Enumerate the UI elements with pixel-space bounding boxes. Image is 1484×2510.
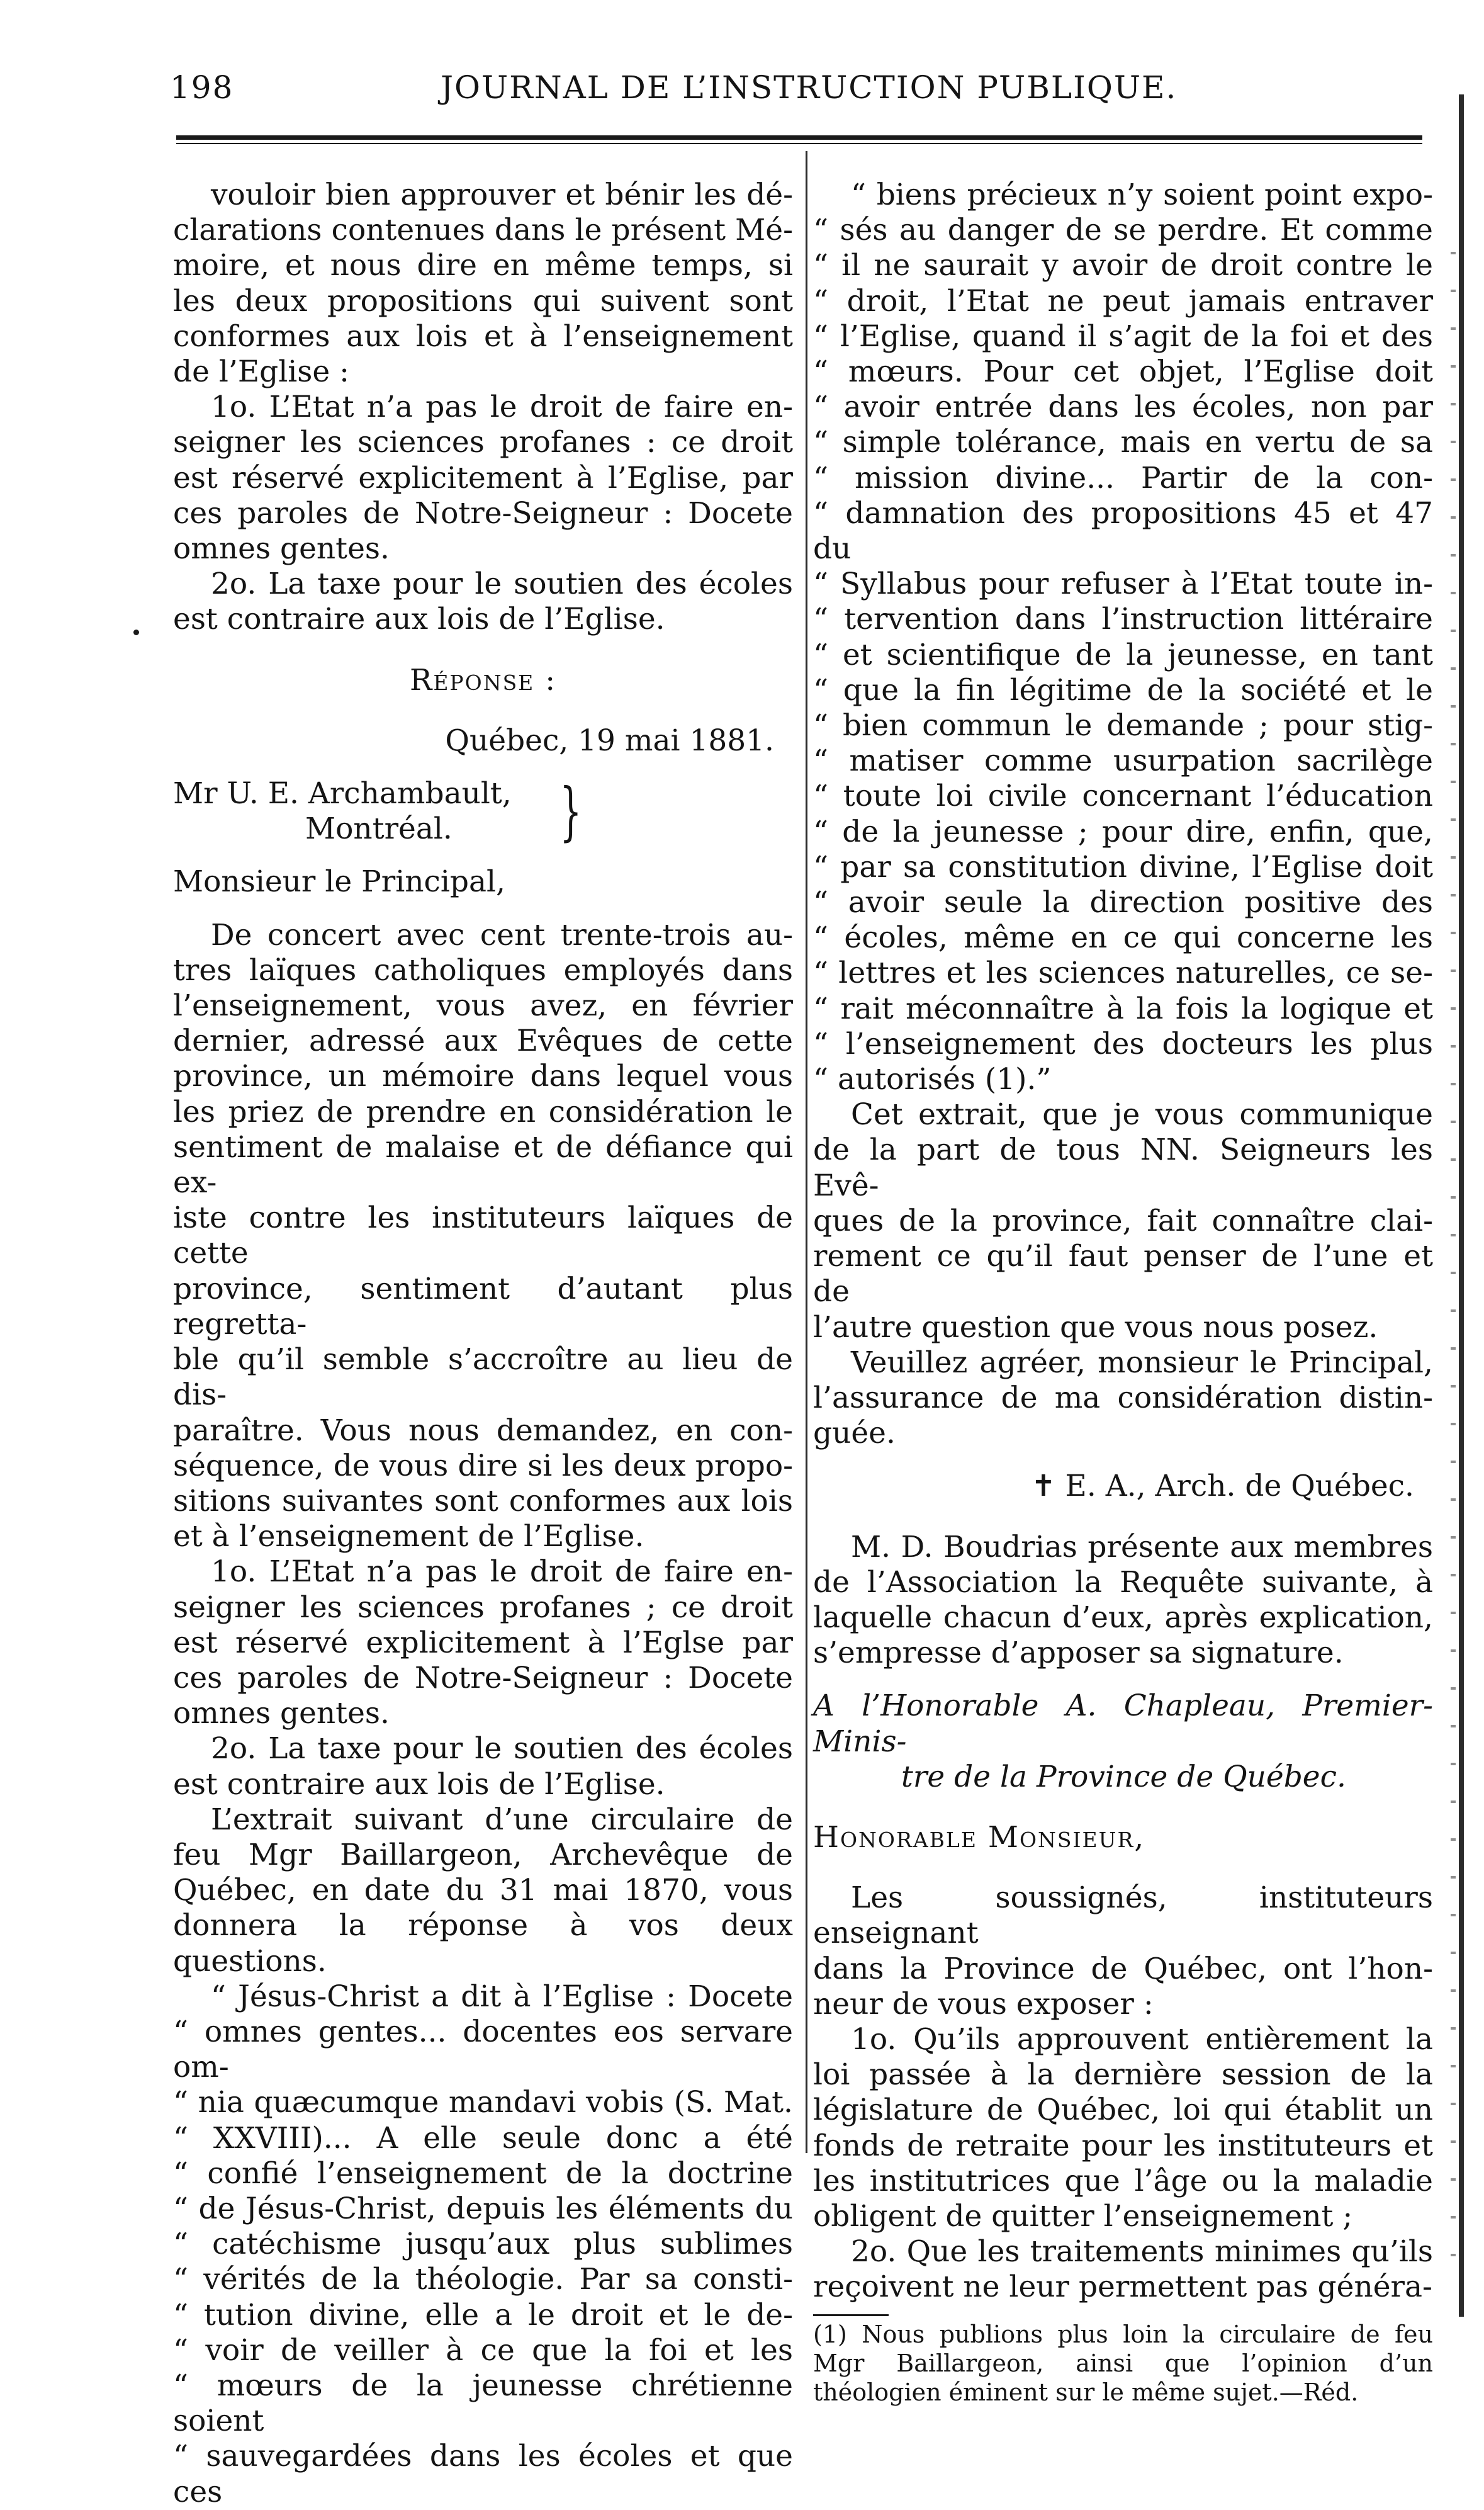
proposition-2 [173,567,793,637]
text-line: 2o. La taxe pour le soutien des écoles [211,567,793,602]
text-line: “ que la fin légitime de la société et le [813,672,1433,708]
text-line: “ sauvegardées dans les écoles et que ces [173,2439,793,2509]
text-line: “ omnes gentes... docentes eos servare om- [173,2014,793,2085]
text-line: “ écoles, même en ce qui concerne les [813,920,1433,956]
text-line: séquence, de vous dire si les deux propo- [173,1448,793,1483]
text-line: laquelle chacun d’eux, après explication, [813,1600,1433,1635]
page-edge-marks [1451,252,1456,2266]
ink-speck [133,630,139,635]
text-line: vouloir bien approuver et bénir les dé- [211,178,793,212]
text-line: “ nia quæcumque mandavi vobis (S. Mat. [173,2085,793,2120]
text-line: de la part de tous NN. Seigneurs les Evê- [813,1133,1433,1203]
text-line: l’assurance de ma considération distin- [813,1380,1433,1415]
text-line: seigner les sciences profanes ; ce droit [173,1590,793,1625]
right-column [813,178,1433,2407]
proposition-2-repeat [173,1731,793,1802]
text-line: dans la Province de Québec, ont l’hon- [813,1951,1433,1986]
text-line: les institutrices que l’âge ou la maladie [813,2163,1433,2198]
addressee-line-1: A l’Honorable A. Chapleau, Premier-Minis- [813,1688,1433,1759]
text-line: l’enseignement, vous avez, en février [173,988,793,1024]
text-line: De concert avec cent trente-trois au- [211,917,793,953]
text-line: “ lettres et les sciences naturelles, ce se- [813,956,1433,991]
text-line: omnes gentes. [173,531,390,567]
paragraph-concert [173,918,793,1555]
text-line: les deux propositions qui suivent sont [173,283,793,319]
text-line: iste contre les instituteurs laïques de cette [173,1201,793,1271]
text-line: “ matiser comme usurpation sacrilège [813,743,1433,779]
text-line: “ l’Eglise, quand il s’agit de la foi et des [813,319,1433,354]
request-item-2 [813,2234,1433,2305]
text-line: est contraire aux lois de l’Eglise. [173,1767,665,1802]
left-column [173,178,793,2510]
letter-address [173,776,793,847]
text-line: “ mission divine... Partir de la con- [813,460,1433,495]
proposition-1 [173,390,793,567]
text-line: 2o. La taxe pour le soutien des écoles [211,1731,793,1767]
addressee [813,1688,1433,1795]
footnote-rule [813,2314,889,2316]
text-line: reçoivent ne leur permettent pas généra- [813,2270,1432,2305]
letter-date: Québec, 19 mai 1881. [445,723,774,758]
text-line: “ avoir seule la direction positive des [813,885,1433,920]
text-line: “ confié l’enseignement de la doctrine [173,2156,793,2191]
signature: ✝ E. A., Arch. de Québec. [1031,1469,1414,1504]
running-title: JOURNAL DE L’INSTRUCTION PUBLIQUE. [441,69,1178,106]
text-line: “ tution divine, elle a le droit et le de- [173,2297,793,2332]
text-line: donnera la réponse à vos deux questions. [173,1908,793,1979]
header-rule-thin [176,143,1422,144]
addressee-line-2: tre de la Province de Québec. [901,1759,1346,1794]
text-line: conformes aux lois et à l’enseignement [173,319,793,354]
text-line: est réservé explicitement à l’Eglse par [173,1625,793,1660]
text-line: “ mœurs de la jeunesse chrétienne soient [173,2368,793,2439]
text-line: “ damnation des propositions 45 et 47 du [813,495,1433,567]
text-line: 1o. L’Etat n’a pas le droit de faire en- [211,390,793,425]
text-line: neur de vous exposer : [813,1986,1154,2021]
paragraph-boudrias [813,1530,1433,1671]
text-line: Veuillez agréer, monsieur le Principal, [851,1345,1433,1380]
text-line: “ par sa constitution divine, l’Eglise doit [813,849,1433,885]
text-line: 2o. Que les traitements minimes qu’ils [851,2234,1433,2270]
text-line: 1o. L’Etat n’a pas le droit de faire en- [211,1554,793,1590]
text-line: omnes gentes. [173,1696,390,1731]
text-line: province, un mémoire dans lequel vous [173,1059,793,1094]
text-line: “ l’enseignement des docteurs les plus [813,1026,1433,1061]
text-line: “ vérités de la théologie. Par sa consti- [173,2262,793,2297]
honorable-heading: Honorable Monsieur, [813,1819,1145,1855]
text-line: Les soussignés, instituteurs enseignant [813,1880,1433,1951]
text-line: rement ce qu’il faut penser de l’une et de [813,1239,1433,1309]
paragraph-cet-extrait [813,1097,1433,1345]
text-line: loi passée à la dernière session de la [813,2057,1433,2093]
text-line: M. D. Boudrias présente aux membres [851,1529,1433,1564]
text-line: législature de Québec, loi qui établit un [813,2093,1433,2128]
text-line: “ Syllabus pour refuser à l’Etat toute in- [813,567,1433,602]
text-line: “ de la jeunesse ; pour dire, enfin, que, [813,814,1433,849]
text-line: de l’Association la Requête suivante, à [813,1564,1433,1600]
salutation: Monsieur le Principal, [173,864,505,900]
address-line-1: Mr U. E. Archambault, [173,776,512,811]
text-line: seigner les sciences profanes : ce droit [173,425,793,460]
text-line: Québec, en date du 31 mai 1870, vous [173,1873,793,1908]
text-line: “ rait méconnaître à la fois la logique et [813,991,1433,1026]
address-brace: } [559,774,582,849]
text-line: les priez de prendre en considération le [173,1094,793,1129]
text-line: de l’Eglise : [173,354,349,390]
text-line: est réservé explicitement à l’Eglise, par [173,460,793,495]
text-line: feu Mgr Baillargeon, Archevêque de [173,1837,793,1872]
quotation-continued [813,178,1433,1097]
text-line: “ bien commun le demande ; pour stig- [813,708,1433,743]
text-line: “ tervention dans l’instruction littéraire [813,602,1433,637]
text-line: “ il ne saurait y avoir de droit contre le [813,248,1433,283]
text-line: dernier, adressé aux Evêques de cette [173,1024,793,1059]
text-line: clarations contenues dans le présent Mé- [173,213,793,248]
text-line: “ toute loi civile concernant l’éducation [813,779,1433,814]
footnote: (1) Nous publions plus loin la circulaire de feu Mgr Baillargeon, ainsi que l’opinion d’un théologien éminent sur le même sujet.—Réd. [813,2320,1433,2406]
text-line: Cet extrait, que je vous communique [851,1097,1433,1133]
text-line: moire, et nous dire en même temps, si [173,248,793,283]
header-rule [176,135,1422,140]
paragraph-soussignes [813,1880,1433,2022]
text-line: ces paroles de Notre-Seigneur : Docete [173,1660,793,1695]
text-line: tres laïques catholiques employés dans [173,953,793,988]
text-line: et à l’enseignement de l’Eglise. [173,1519,644,1554]
text-line: fonds de retraite pour les instituteurs et [813,2128,1433,2163]
text-line: s’empresse d’apposer sa signature. [813,1636,1344,1671]
request-item-1 [813,2022,1433,2234]
text-line: ques de la province, fait connaître clai- [813,1203,1433,1238]
text-line: “ avoir entrée dans les écoles, non par [813,390,1433,425]
text-line: “ mœurs. Pour cet objet, l’Eglise doit [813,354,1433,390]
text-line: sentiment de malaise et de défiance qui ex- [173,1129,793,1201]
text-line: ces paroles de Notre-Seigneur : Docete [173,495,793,531]
text-line: sitions suivantes sont conformes aux lois [173,1483,793,1518]
text-line: “ droit, l’Etat ne peut jamais entraver [813,283,1433,319]
text-line: l’autre question que vous nous posez. [813,1309,1378,1345]
text-line: “ biens précieux n’y soient point expo- [851,178,1433,212]
paragraph-veuillez [813,1345,1433,1452]
reponse-heading: Réponse : [409,662,557,698]
text-line: “ de Jésus-Christ, depuis les éléments du [173,2191,793,2226]
page-number: 198 [170,69,234,106]
paragraph-intro [173,178,793,390]
text-line: 1o. Qu’ils approuvent entièrement la [851,2021,1433,2057]
proposition-1-repeat [173,1554,793,1731]
text-line: “ XXVIII)... A elle seule donc a été [173,2120,793,2156]
text-line: “ voir de veiller à ce que la foi et les [173,2332,793,2368]
page-edge [1459,94,1464,2317]
text-line: “ autorisés (1).” [813,1062,1052,1097]
text-line: “ sés au danger de se perdre. Et comme [813,213,1433,248]
text-line: “ simple tolérance, mais en vertu de sa [813,425,1433,460]
text-line: “ et scientifique de la jeunesse, en tant [813,637,1433,672]
quotation-start [173,1979,793,2510]
page-header [170,69,1422,120]
text-line: “ catéchisme jusqu’aux plus sublimes [173,2227,793,2262]
text-line: “ Jésus-Christ a dit à l’Eglise : Docete [211,1979,793,2014]
text-line: est contraire aux lois de l’Eglise. [173,602,665,637]
text-line: guée. [813,1416,896,1451]
address-line-2: Montréal. [305,811,453,847]
text-line: obligent de quitter l’enseignement ; [813,2198,1353,2234]
text-line: ble qu’il semble s’accroître au lieu de dis- [173,1342,793,1413]
text-line: paraître. Vous nous demandez, en con- [173,1413,793,1448]
text-line: province, sentiment d’autant plus regretta- [173,1271,793,1342]
text-line: L’extrait suivant d’une circulaire de [211,1802,793,1837]
column-separator [806,151,807,2153]
paragraph-extrait [173,1802,793,1979]
